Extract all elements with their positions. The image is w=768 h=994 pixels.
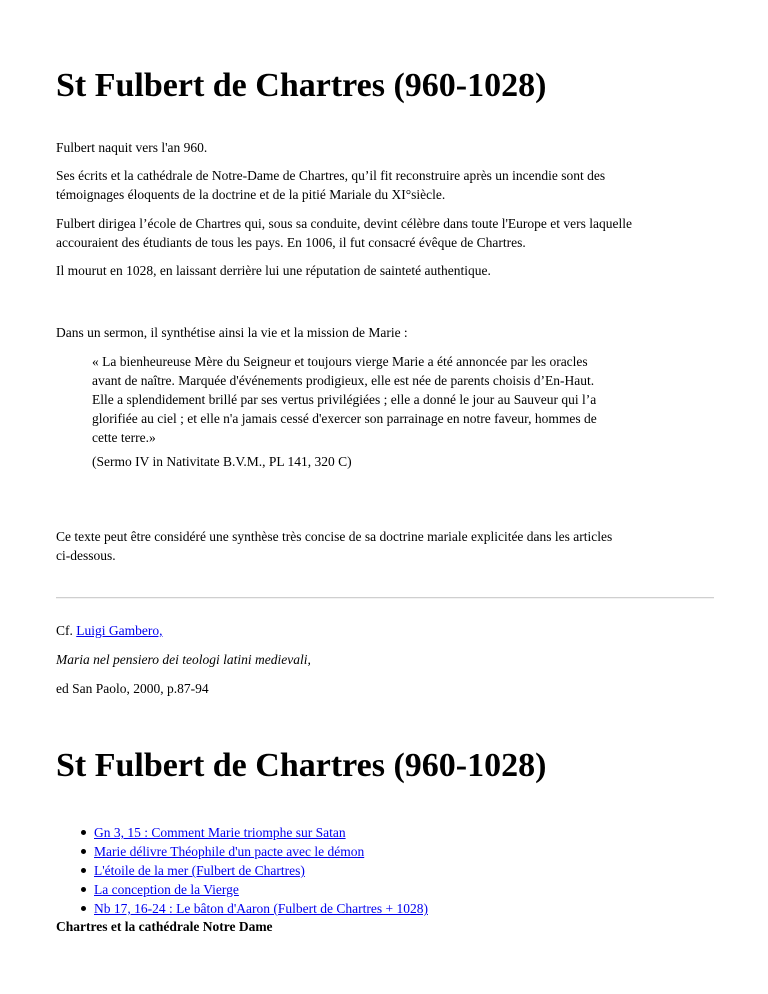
list-item	[94, 823, 428, 842]
list-item	[94, 842, 428, 861]
synthesis-line-1: Ce texte peut être considéré une synthèse très concise de sa doctrine mariale explicitée dans les articles	[56, 529, 613, 544]
cf-prefix: Cf.	[56, 623, 77, 638]
quote-line: « La bienheureuse Mère du Seigneur et toujours vierge Marie a été annoncée par les oracles	[92, 354, 588, 369]
school-line-2: accouraient des étudiants de tous les pays. En 1006, il fut consacré évêque de Chartres.	[56, 235, 526, 250]
bullet-icon	[81, 887, 86, 892]
school-line-1: Fulbert dirigea l’école de Chartres qui, sous sa conduite, devint célèbre dans toute l'Europe et vers laquelle	[56, 216, 632, 231]
article-link-etoile[interactable]: L'étoile de la mer (Fulbert de Chartres)	[94, 863, 305, 878]
article-link-conception[interactable]: La conception de la Vierge	[94, 882, 239, 897]
writings-paragraph	[56, 166, 605, 204]
list-item	[94, 861, 428, 880]
sermon-citation: (Sermo IV in Nativitate B.V.M., PL 141, 320 C)	[92, 454, 352, 469]
sermon-intro: Dans un sermon, il synthétise ainsi la vie et la mission de Marie :	[56, 325, 408, 340]
article-link-satan[interactable]: Gn 3, 15 : Comment Marie triomphe sur Satan	[94, 825, 346, 840]
school-paragraph	[56, 214, 632, 252]
writings-line-1: Ses écrits et la cathédrale de Notre-Dame de Chartres, qu’il fit reconstruire après un incendie sont des	[56, 168, 606, 183]
publisher-info: ed San Paolo, 2000, p.87-94	[56, 681, 209, 696]
quote-line: cette terre.»	[92, 430, 156, 445]
death-paragraph: Il mourut en 1028, en laissant derrière lui une réputation de sainteté authentique.	[56, 263, 491, 278]
article-link-baton[interactable]: Nb 17, 16-24 : Le bâton d'Aaron (Fulbert de Chartres + 1028)	[94, 901, 428, 916]
synthesis-paragraph	[56, 527, 612, 565]
cathedral-section-title	[56, 917, 273, 936]
quote-line: avant de naître. Marquée d'événements prodigieux, elle est née de parents choisis d’En-Haut.	[92, 373, 595, 388]
list-item	[94, 880, 428, 899]
section-heading: St Fulbert de Chartres (960-1028)	[56, 747, 547, 784]
page-title: St Fulbert de Chartres (960-1028)	[56, 67, 547, 104]
list-item	[94, 899, 428, 918]
sermon-quote	[92, 352, 682, 447]
quote-line: Elle a splendidement brillé par ses vertus privilégiées ; elle a donné le jour au Sauveur qui l’a	[92, 392, 597, 407]
bullet-icon	[81, 868, 86, 873]
book-title-text: Maria nel pensiero dei teologi latini medievali,	[56, 652, 311, 667]
bullet-icon	[81, 906, 86, 911]
synthesis-line-2: ci-dessous.	[56, 548, 116, 563]
horizontal-rule	[56, 597, 714, 599]
reference-line	[56, 621, 162, 640]
bullet-icon	[81, 830, 86, 835]
article-link-theophile[interactable]: Marie délivre Théophile d'un pacte avec le démon	[94, 844, 365, 859]
article-link-list	[56, 823, 428, 918]
author-link[interactable]: Luigi Gambero,	[76, 623, 163, 638]
book-title	[56, 650, 311, 669]
quote-line: glorifiée au ciel ; et elle n'a jamais cessé d'exercer son parrainage en notre faveur, hommes de	[92, 411, 597, 426]
intro-paragraph: Fulbert naquit vers l'an 960.	[56, 140, 208, 155]
bullet-icon	[81, 849, 86, 854]
writings-line-2: témoignages éloquents de la doctrine et de la pitié Mariale du XI°siècle.	[56, 187, 446, 202]
cathedral-title-text: Chartres et la cathédrale Notre Dame	[56, 919, 273, 934]
